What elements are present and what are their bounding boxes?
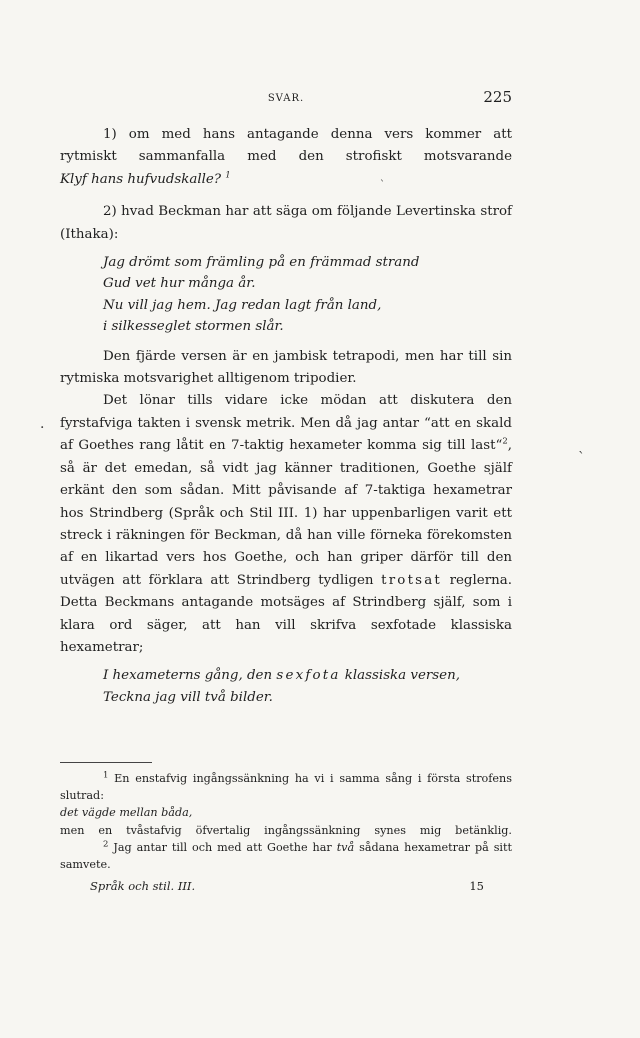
footnote-2 — [60, 839, 512, 873]
spacer — [60, 191, 512, 201]
verse-line: Jag drömt som främling på en främmad strand — [103, 255, 420, 271]
verse2-emphasis: sexfota — [276, 668, 341, 684]
sheet-number: 15 — [469, 879, 484, 893]
verse2-part-a: I hexameterns gång, den — [103, 668, 273, 684]
para2: 2) hvad Beckman har att säga om följande Levertinska strof (Ithaka): — [60, 204, 512, 242]
footnote-ref-2: 2 — [502, 436, 508, 447]
margin-mark: ` — [578, 450, 585, 466]
footnote-1-text: En enstafvig ingångssänkning ha vi i samma sång i första strofens slutrad: — [60, 772, 512, 803]
footnote-2-italic: två — [336, 840, 355, 854]
quote1-text: Klyf hans hufvudskalle? — [60, 171, 222, 187]
footnote-1-continuation: men en tvåstafvig öfvertalig ingångssänkning synes mig betänklig. — [60, 823, 512, 837]
footnote-1-quote: det vägde mellan båda, — [60, 806, 193, 820]
verse-line: Teckna jag vill två bilder. — [103, 689, 273, 705]
verse-line: i silkesseglet stormen slår. — [103, 319, 284, 335]
para4-emphasis: trotsat — [381, 572, 442, 588]
para4-text-c: reglerna. Detta Beckmans antagande motsäges af Strindberg själf, som i klara ord säger, att han vill skrifva sexfotade klassiska hexametrar; — [60, 572, 512, 655]
verse-line: Gud vet hur många år. — [103, 276, 256, 292]
footnote-2-text-b: sådana hexametrar på sitt samvete. — [60, 840, 513, 872]
footnote-rule — [60, 762, 152, 763]
para4-text-b: , så är det emedan, så vidt jag känner traditionen, Goethe själf erkänt den som sådan. Mitt påvisande af 7-taktiga hexametrar hos Strindberg (Språk och Stil III. 1) har uppenbarligen varit ett streck i räkningen för Beckman, då han ville förneka förekomsten af en likartad vers hos Goethe, och han griper därför till den utvägen att förklara att Strindberg tydligen — [60, 438, 512, 588]
para4-text-a: Det lönar tills vidare icke mödan att diskutera den fyrstafviga takten i svensk metrik. Men då jag antar “att en skald af Goethes rang låtit en 7-taktig hexameter komma sig till last“ — [60, 393, 512, 454]
quote1 — [60, 169, 512, 191]
journal-signature: Språk och stil. III. — [90, 879, 196, 893]
footnote-2-text-a: Jag antar till och med att Goethe har — [113, 840, 332, 854]
footnotes — [60, 770, 512, 873]
para3: Den fjärde versen är en jambisk tetrapodi, men har till sin rytmiska motsvarighet alltigenom tripodier. — [60, 348, 512, 387]
margin-mark: ` — [380, 180, 385, 191]
verse-levertin — [60, 252, 512, 338]
main-text — [60, 124, 512, 716]
footnote-1-mark: 1 — [103, 770, 109, 781]
verse-strindberg — [60, 665, 512, 708]
footnote-1 — [60, 770, 512, 804]
page-number: 225 — [483, 88, 512, 106]
verse2-part-b: klassiska versen, — [344, 668, 460, 684]
para4 — [60, 390, 512, 659]
footnote-ref-1: 1 — [225, 170, 231, 181]
verse-line — [103, 665, 512, 686]
para1-line1: 1) om med hans antagande denna vers kommer att — [103, 127, 512, 142]
verse-line: Nu vill jag hem. Jag redan lagt från land, — [103, 297, 382, 313]
margin-mark: · — [40, 420, 45, 436]
running-head — [60, 88, 512, 108]
running-title: SVAR. — [267, 93, 305, 104]
footnote-2-mark: 2 — [103, 839, 109, 850]
para1-line2: rytmiskt sammanfalla med den strofiskt motsvarande — [60, 149, 512, 165]
